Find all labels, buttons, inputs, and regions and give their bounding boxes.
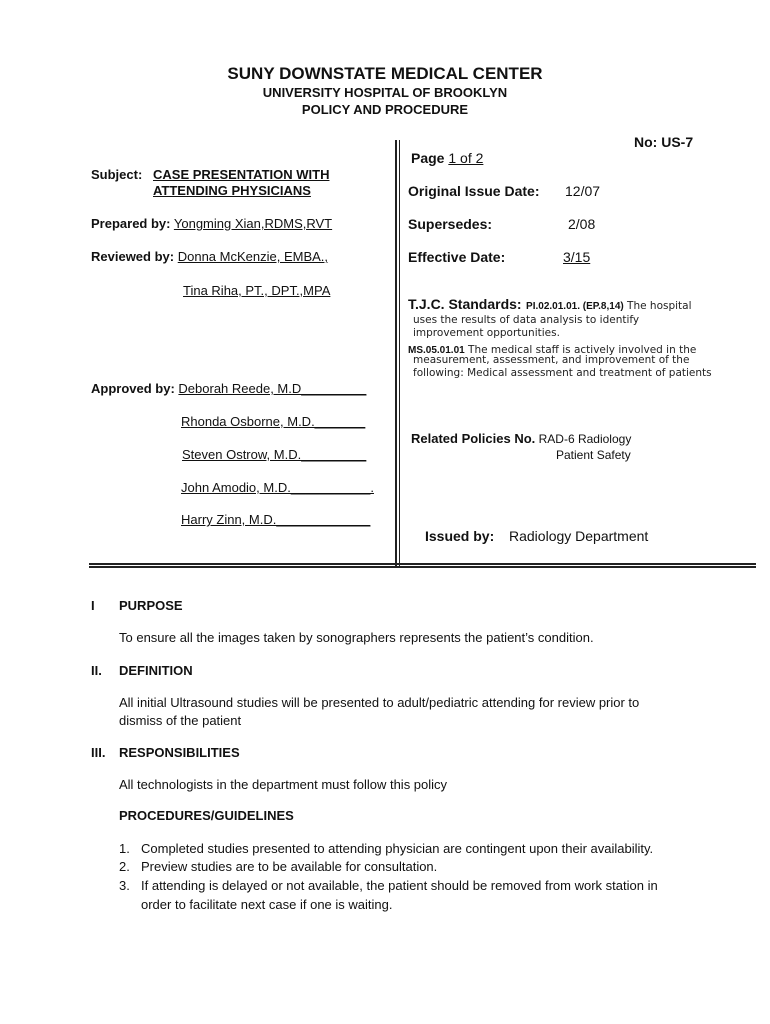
section-2-title: DEFINITION <box>119 663 193 678</box>
issued-by-label: Issued by: <box>425 528 495 544</box>
tjc-text-2c: following: Medical assessment and treatment of patients <box>413 367 712 379</box>
effective-date-label: Effective Date: <box>408 249 506 265</box>
section-2-number: II. <box>91 663 102 678</box>
tjc-text-1a: The hospital <box>623 300 692 312</box>
tjc-code-2: MS.05.01.01 <box>408 345 465 356</box>
procedure-item-number: 1. <box>119 841 130 856</box>
tjc-code-1: PI.02.01.01. (EP.8,14) <box>526 301 624 312</box>
section-2-text-line-2: dismiss of the patient <box>119 713 242 728</box>
procedure-item-number: 2. <box>119 859 130 874</box>
prepared-by <box>91 216 332 231</box>
document-type: POLICY AND PROCEDURE <box>301 102 469 117</box>
issued-by-value: Radiology Department <box>509 528 649 544</box>
section-3-title: RESPONSIBILITIES <box>119 745 240 760</box>
approver-name: Harry Zinn, M.D._____________ <box>181 512 371 527</box>
approver-name: Steven Ostrow, M.D._________ <box>182 447 367 462</box>
approver-name: Deborah Reede, M.D_________ <box>178 381 367 396</box>
header-rule-top <box>89 563 756 565</box>
reviewed-by-value-1: Donna McKenzie, EMBA., <box>177 249 329 264</box>
approved-by-label: Approved by: <box>91 381 175 396</box>
procedure-item-text: Preview studies are to be available for consultation. <box>141 859 438 874</box>
procedure-item-text: Completed studies presented to attending physician are contingent upon their availability. <box>141 841 654 856</box>
related-policies-label: Related Policies No. <box>411 431 536 446</box>
subject-line-2: ATTENDING PHYSICIANS <box>153 183 311 198</box>
reviewed-by <box>91 249 328 264</box>
column-divider-right <box>399 140 401 566</box>
section-3-text: All technologists in the department must follow this policy <box>119 777 448 792</box>
doc-number: No: US-7 <box>634 134 694 150</box>
tjc-text-1c: improvement opportunities. <box>413 327 560 339</box>
section-2-text-line-1: All initial Ultrasound studies will be presented to adult/pediatric attending for review prior to <box>119 695 640 710</box>
approved-by <box>91 381 366 396</box>
original-issue-value: 12/07 <box>565 183 601 199</box>
tjc-label: T.J.C. Standards: <box>408 296 522 312</box>
header-rule-bottom <box>89 566 756 568</box>
procedure-item-text: If attending is delayed or not available, the patient should be removed from work station in <box>141 878 658 893</box>
prepared-by-value: Yongming Xian,RDMS,RVT <box>173 216 333 231</box>
effective-date-value: 3/15 <box>563 249 591 265</box>
page-label: Page <box>411 150 445 166</box>
subject-line-1: CASE PRESENTATION WITH <box>153 167 330 182</box>
reviewed-by-value-2: Tina Riha, PT., DPT.,MPA <box>183 283 331 298</box>
tjc-standards-line <box>408 296 692 314</box>
page-value: 1 of 2 <box>448 150 484 166</box>
procedure-item-number: 3. <box>119 878 130 893</box>
section-1-number: I <box>91 598 95 613</box>
prepared-by-label: Prepared by: <box>91 216 171 231</box>
column-divider-left <box>395 140 397 566</box>
tjc-text-2a: The medical staff is actively involved in the <box>464 344 697 356</box>
procedure-item-text-continued: order to facilitate next case if one is waiting. <box>141 897 393 912</box>
document-title: SUNY DOWNSTATE MEDICAL CENTER <box>227 64 543 83</box>
original-issue-label: Original Issue Date: <box>408 183 540 199</box>
section-1-title: PURPOSE <box>119 598 183 613</box>
related-policies <box>411 431 631 446</box>
approver-name: John Amodio, M.D.___________. <box>181 480 374 495</box>
supersedes-value: 2/08 <box>568 216 596 232</box>
page-info <box>411 150 483 166</box>
supersedes-label: Supersedes: <box>408 216 493 232</box>
reviewed-by-label: Reviewed by: <box>91 249 175 264</box>
tjc-text-2b: measurement, assessment, and improvement of the <box>413 354 690 366</box>
section-1-text: To ensure all the images taken by sonographers represents the patient’s condition. <box>119 630 594 645</box>
procedures-title: PROCEDURES/GUIDELINES <box>119 808 294 823</box>
hospital-name: UNIVERSITY HOSPITAL OF BROOKLYN <box>262 85 508 100</box>
subject-label: Subject: <box>91 167 143 182</box>
related-policies-value-1: RAD-6 Radiology <box>538 432 632 446</box>
section-3-number: III. <box>91 745 106 760</box>
tjc-text-1b: uses the results of data analysis to identify <box>413 314 640 326</box>
related-policies-value-2: Patient Safety <box>556 448 631 462</box>
approver-name: Rhonda Osborne, M.D._______ <box>181 414 366 429</box>
